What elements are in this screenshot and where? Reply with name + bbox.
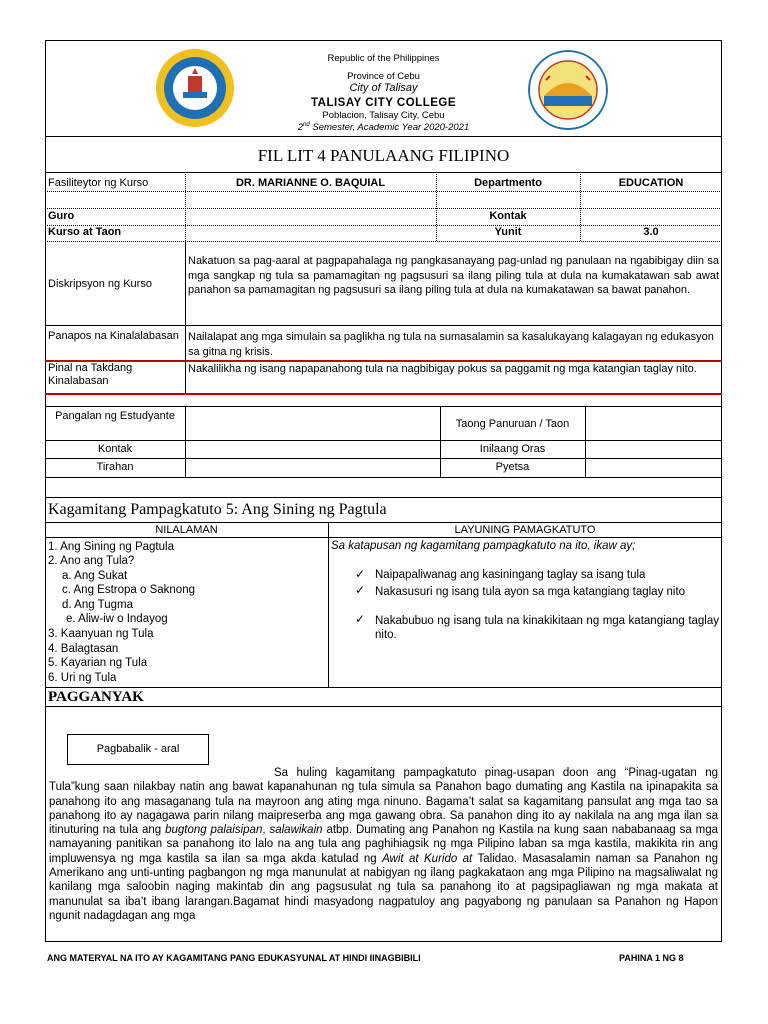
- objectives-header: LAYUNING PAMAGKATUTO: [454, 524, 596, 536]
- final-output-label: Pinal na Takdang Kinalabasan: [48, 362, 133, 387]
- list-item: e. Aliw-iw o Indayog: [66, 613, 168, 625]
- final-output-value: Nakalilikha ng isang napapanahong tula na nagbibigay pokus sa paggamit ng mga katangian taglay nito.: [188, 363, 697, 375]
- paragraph-italic: salawikain: [269, 824, 323, 837]
- paragraph-text: Talidao. Masasalamin naman sa Panahon ng Amerikano ang unti-unting pagbangon ng mga manunulat at nabigyan ng ilang pagkakataon ang mga Pilipino na magsaliwalat ng kanilang mga saloobin naging makintab din ang pagsusulat ng tula sa panahong ito at pagsipagliawan ng mga makata at manunulat sa iba’t ibang larangan.Bagamat hindi masyadong nagpatuloy ang pagyabong ng panulaan sa Panahon ng Hapon ngunit nadagdagan ang mga: [49, 852, 719, 922]
- paragraph-text: Sa huling kagamitang pampagkatuto pinag-usapan doon ang “Pinag-ugatan ng Tula”kung saan nilakbay natin ang bawat kapanahunan ng tula simula sa Panahon bago dumating ang Kastila na ipinapakita sa panahong ito ang masaganang tula na mayroon ang ating mga ninuno. Bagama’t salat sa kagamitang pansulat ang mga tao sa panahong ito ay nagagawa parin nilang maipreserba ang mga gawang obra. Sa panahon ding ito ay nakilala na ang mga ilan sa itinuturing na tula ang: [49, 767, 718, 837]
- student-name-label: Pangalan ng Estudyante: [55, 410, 175, 422]
- footer-page-number: PAHINA 1 NG 8: [619, 953, 684, 963]
- teacher-label: Guro: [48, 210, 75, 222]
- list-item: 6. Uri ng Tula: [48, 672, 117, 684]
- units-label: Yunit: [494, 226, 522, 238]
- list-item: 1. Ang Sining ng Pagtula: [48, 541, 174, 553]
- pagganyak-paragraph: [49, 766, 718, 923]
- paragraph-italic: Awit at Kurido at: [382, 852, 473, 865]
- check-icon: ✓: [355, 612, 366, 626]
- course-title: FIL LIT 4 PANULAANG FILIPINO: [257, 146, 510, 165]
- paragraph-text: atbp. Dumating ang Panahon ng Kastila na kung saan nababanaag sa mga namayaning panitikan sa panahong ito lalo na ang tula ang paghihiagsik ng mga Pilipino laban sa mga kastila, makikita rin ang impluwensya ng mga kastila sa ilan sa mga akda katulad ng: [49, 824, 719, 865]
- semester-suffix: nd: [303, 122, 310, 128]
- contact-label: Kontak: [489, 210, 527, 222]
- hours-label: Inilaang Oras: [479, 443, 546, 455]
- term-output-label: Panapos na Kinalalabasan: [48, 330, 179, 342]
- objectives-intro: Sa katapusan ng kagamitang pampagkatuto na ito, ikaw ay;: [331, 540, 636, 552]
- objective-item: Naipapaliwanag ang kasiningang taglay sa isang tula: [375, 569, 646, 581]
- student-address-label: Tirahan: [96, 461, 134, 473]
- school-year-label: Taong Panuruan / Taon: [455, 418, 570, 430]
- semester-number: 2: [297, 122, 304, 134]
- check-icon: ✓: [355, 583, 366, 597]
- footer-disclaimer: ANG MATERYAL NA ITO AY KAGAMITANG PANG EDUKASYUNAL AT HINDI IINAGBIBILI: [47, 953, 421, 963]
- objective-item: Nakasusuri ng isang tula ayon sa mga katangiang taglay nito: [375, 586, 686, 598]
- list-item: a. Ang Sukat: [62, 570, 128, 582]
- paragraph-text: ,: [262, 824, 270, 837]
- list-item: 5. Kayarian ng Tula: [48, 657, 148, 669]
- description-label: Diskripsyon ng Kurso: [48, 278, 152, 290]
- list-item: 4. Balagtasan: [48, 643, 119, 655]
- college-name: TALISAY CITY COLLEGE: [310, 97, 457, 109]
- description-value: Nakatuon sa pag-aaral at pagpapahalaga ng pangkasanayang pag-unlad ng panulaan na ngabibigay diin sa mga sangkap ng tula sa pamamagitan ng pagsusuri sa ilang piling tula at dula na kumakatawan sab awat panahon sa pamamagitan ng pagsusuri sa ilang piling tula at dula na kumakatawan sa bawat panahon.: [188, 255, 719, 296]
- list-item: 2. Ano ang Tula?: [48, 555, 135, 567]
- department-value: EDUCATION: [618, 177, 684, 189]
- department-label: Departmento: [474, 177, 542, 189]
- address-line: Poblacion, Talisay City, Cebu: [322, 110, 445, 121]
- content-header: NILALAMAN: [155, 524, 218, 536]
- objective-item: Nakabubuo ng isang tula na kinakikitaan ng mga katangiang taglay nito.: [375, 615, 719, 641]
- letterhead: [45, 40, 722, 136]
- semester-line: [45, 122, 722, 133]
- student-contact-label: Kontak: [97, 443, 133, 455]
- list-item: 3. Kaanyuan ng Tula: [48, 628, 154, 640]
- review-label: Pagbabalik - aral: [96, 743, 180, 755]
- semester-text: Semester, Academic Year 2020-2021: [309, 122, 470, 134]
- province-line: Province of Cebu: [347, 71, 420, 82]
- republic-line: Republic of the Philippines: [327, 53, 440, 64]
- paragraph-italic: bugtong palaisipan: [165, 824, 263, 837]
- facilitator-label: Fasiliteytor ng Kurso: [48, 177, 149, 189]
- facilitator-value: DR. MARIANNE O. BAQUIAL: [235, 177, 386, 189]
- pagganyak-heading: PAGGANYAK: [48, 689, 144, 705]
- date-label: Pyetsa: [495, 461, 530, 473]
- module-title: Kagamitang Pampagkatuto 5: Ang Sining ng Pagtula: [48, 501, 387, 518]
- list-item: c. Ang Estropa o Saknong: [62, 584, 195, 596]
- term-output-value: Nailalapat ang mga simulain sa paglikha ng tula na sumasalamin sa kasalukayang kalagayan ng edukasyon sa gitna ng krisis.: [188, 331, 714, 358]
- check-icon: ✓: [355, 567, 366, 581]
- list-item: d. Ang Tugma: [62, 599, 133, 611]
- course-year-label: Kurso at Taon: [48, 226, 122, 238]
- units-value: 3.0: [643, 226, 659, 238]
- review-box: [67, 734, 209, 765]
- city-line: City of Talisay: [349, 82, 418, 94]
